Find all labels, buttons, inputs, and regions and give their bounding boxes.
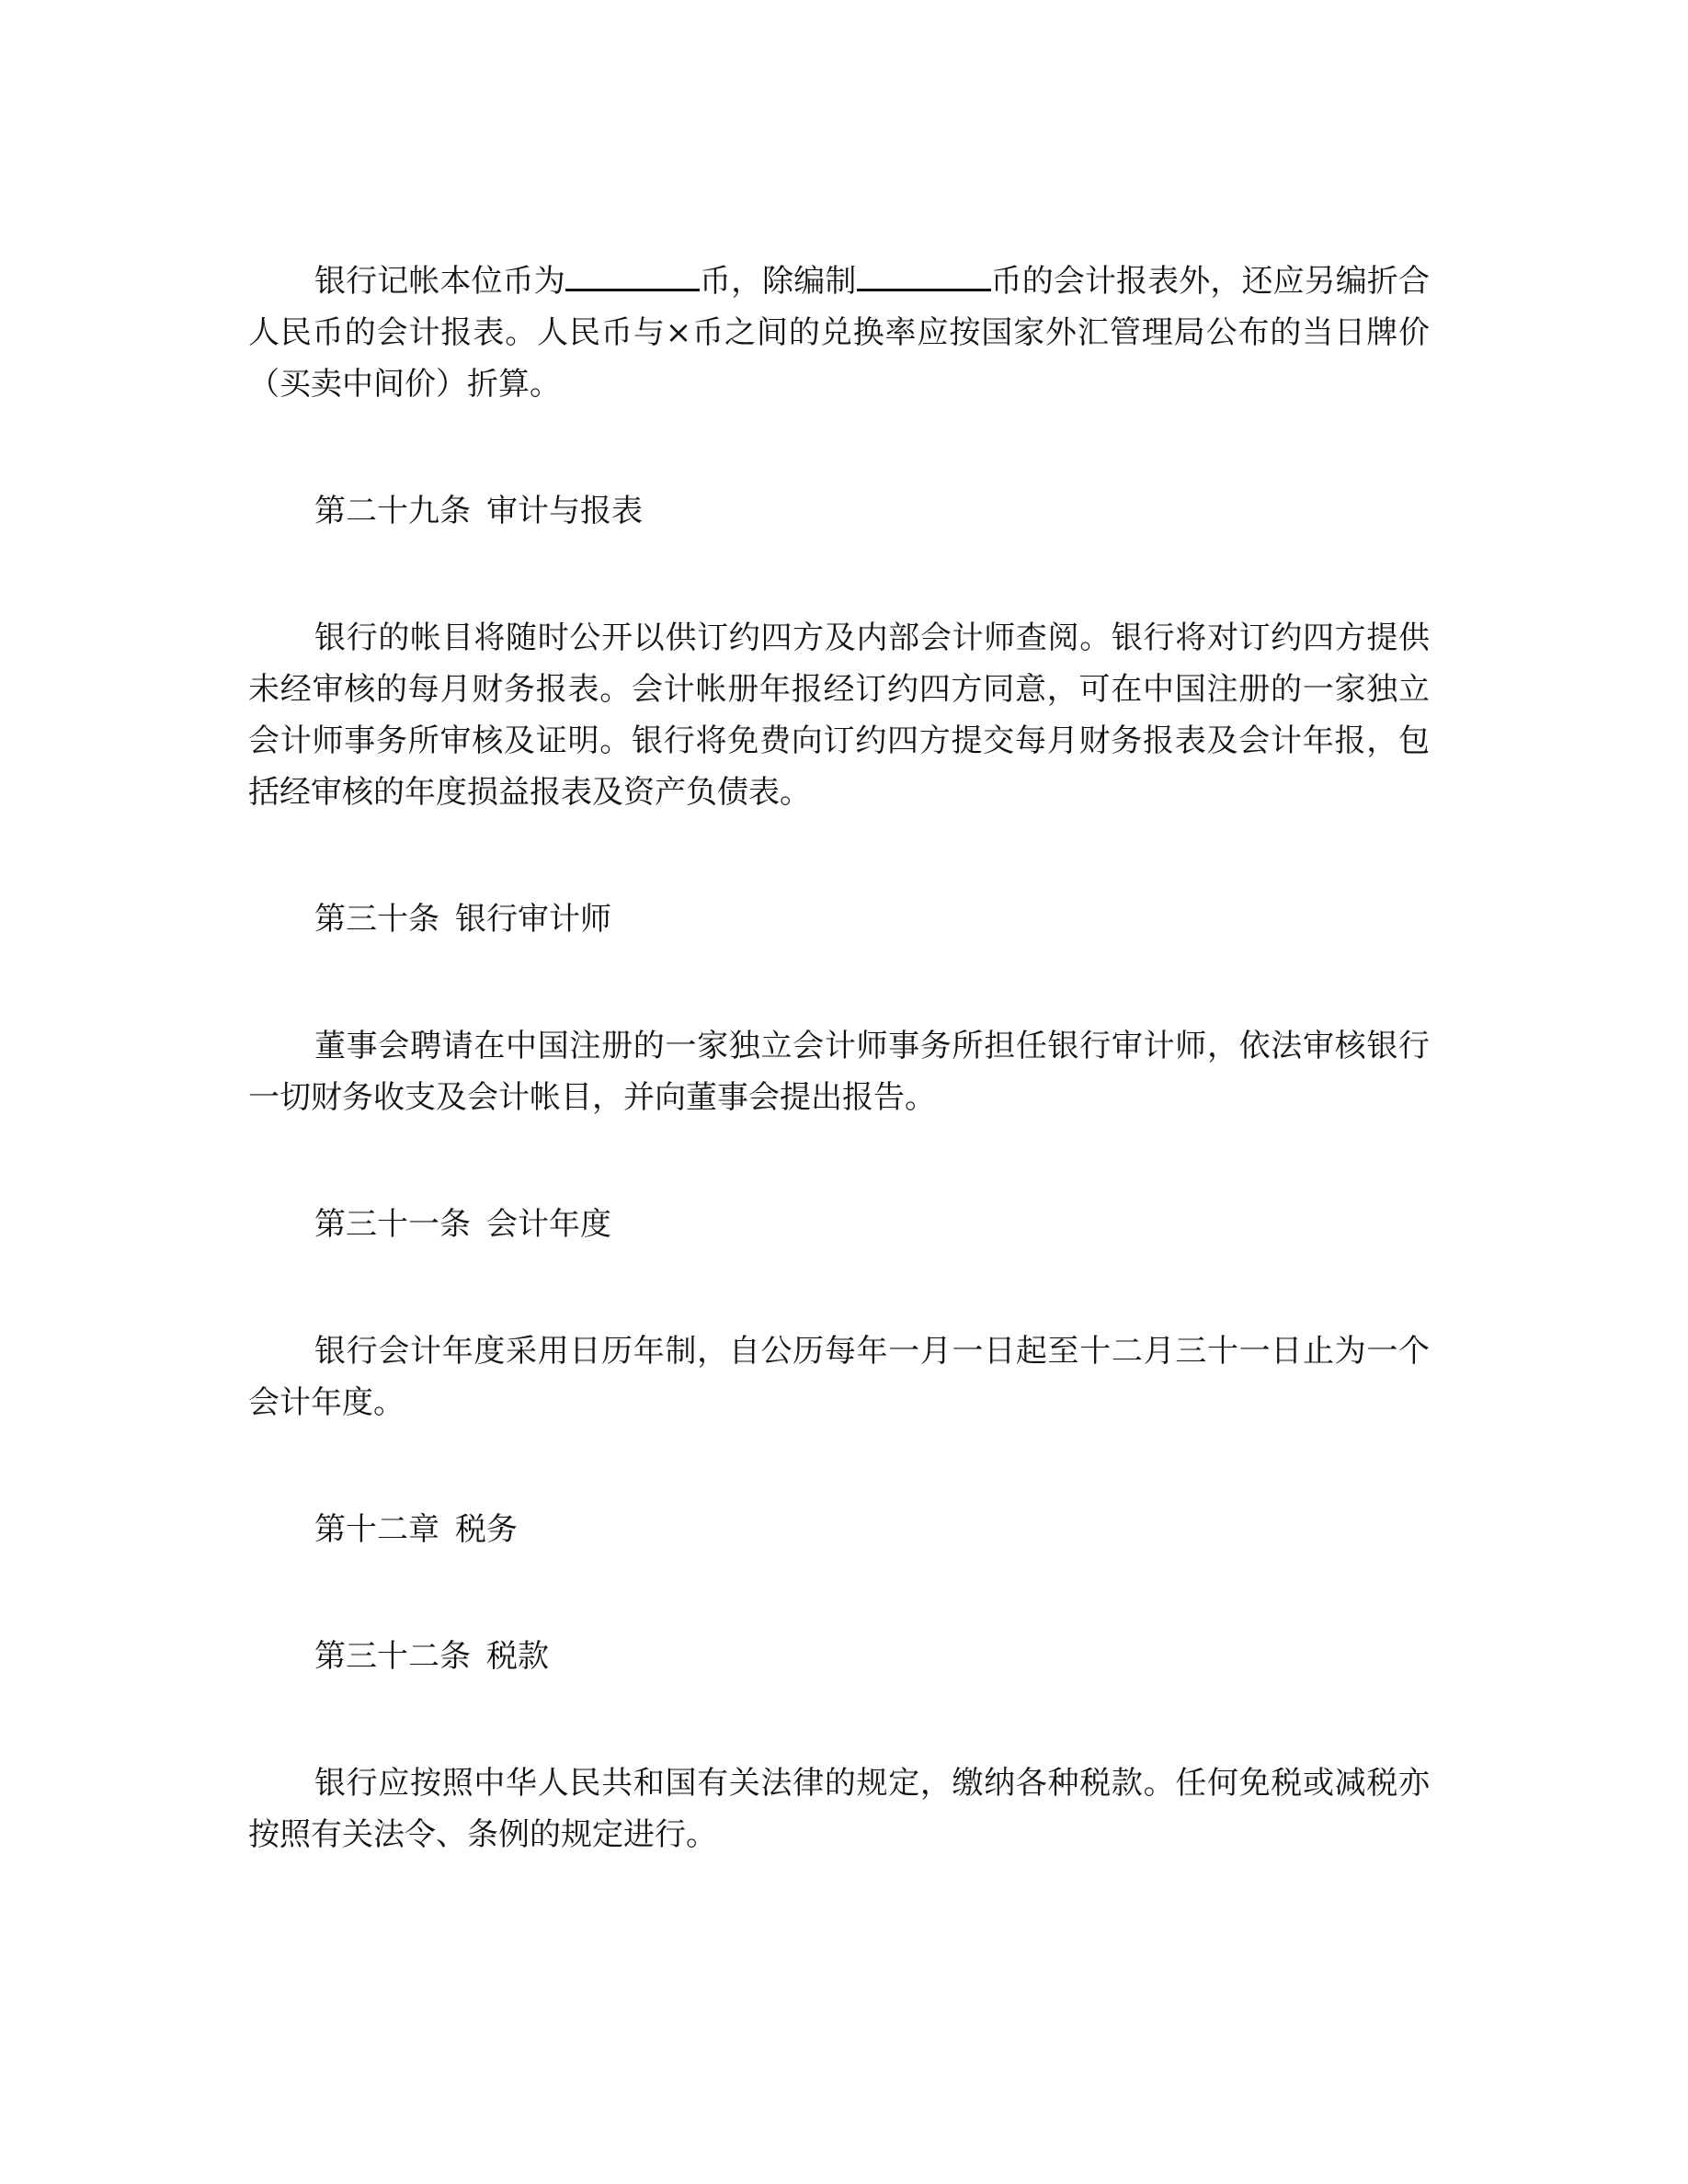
spacer bbox=[248, 1250, 1430, 1325]
chapter12-heading bbox=[248, 1504, 1430, 1555]
article31-number: 第三十一条 bbox=[314, 1206, 471, 1243]
spacer bbox=[248, 1123, 1430, 1199]
spacer bbox=[248, 945, 1430, 1020]
article30-heading bbox=[248, 893, 1430, 945]
chapter12-title: 税务 bbox=[455, 1511, 518, 1548]
spacer bbox=[248, 1555, 1430, 1631]
article31-heading bbox=[248, 1199, 1430, 1250]
spacer bbox=[248, 410, 1430, 485]
currency-blank-2 bbox=[857, 261, 991, 291]
article32-number: 第三十二条 bbox=[314, 1638, 471, 1675]
spacer bbox=[248, 537, 1430, 612]
chapter12-number: 第十二章 bbox=[314, 1511, 439, 1548]
article30-title: 银行审计师 bbox=[455, 901, 611, 938]
article32-title: 税款 bbox=[486, 1638, 549, 1675]
spacer bbox=[248, 1428, 1430, 1504]
article30-number: 第三十条 bbox=[314, 901, 439, 938]
spacer bbox=[248, 818, 1430, 893]
article29-number: 第二十九条 bbox=[314, 493, 471, 529]
document-content bbox=[248, 256, 1430, 1860]
article28-text-part3: 币的会计报表外，还应另编折合人民币的会计报表。人民币与×币之间的兑换率应按国家外汇管理局公布的当日牌价（买卖中间价）折算。 bbox=[248, 263, 1431, 403]
article28-text-part2: 币，除编制 bbox=[699, 263, 857, 300]
article29-heading bbox=[248, 485, 1430, 537]
article28-text-part1: 银行记帐本位币为 bbox=[314, 263, 565, 300]
article31-body: 银行会计年度采用日历年制，自公历每年一月一日起至十二月三十一日止为一个会计年度。 bbox=[248, 1333, 1430, 1421]
article32-body: 银行应按照中华人民共和国有关法律的规定，缴纳各种税款。任何免税或减税亦按照有关法令、条例的规定进行。 bbox=[248, 1765, 1430, 1853]
article29-title: 审计与报表 bbox=[486, 493, 643, 529]
article30-body: 董事会聘请在中国注册的一家独立会计师事务所担任银行审计师，依法审核银行一切财务收支及会计帐目，并向董事会提出报告。 bbox=[248, 1028, 1430, 1116]
article28-paragraph bbox=[248, 256, 1430, 410]
spacer bbox=[248, 1682, 1430, 1757]
article31-title: 会计年度 bbox=[486, 1206, 611, 1243]
currency-blank-1 bbox=[565, 261, 700, 291]
article32-heading bbox=[248, 1631, 1430, 1682]
article29-body: 银行的帐目将随时公开以供订约四方及内部会计师查阅。银行将对订约四方提供未经审核的每月财务报表。会计帐册年报经订约四方同意，可在中国注册的一家独立会计师事务所审核及证明。银行将免费向订约四方提交每月财务报表及会计年报，包括经审核的年度损益报表及资产负债表。 bbox=[248, 620, 1430, 811]
